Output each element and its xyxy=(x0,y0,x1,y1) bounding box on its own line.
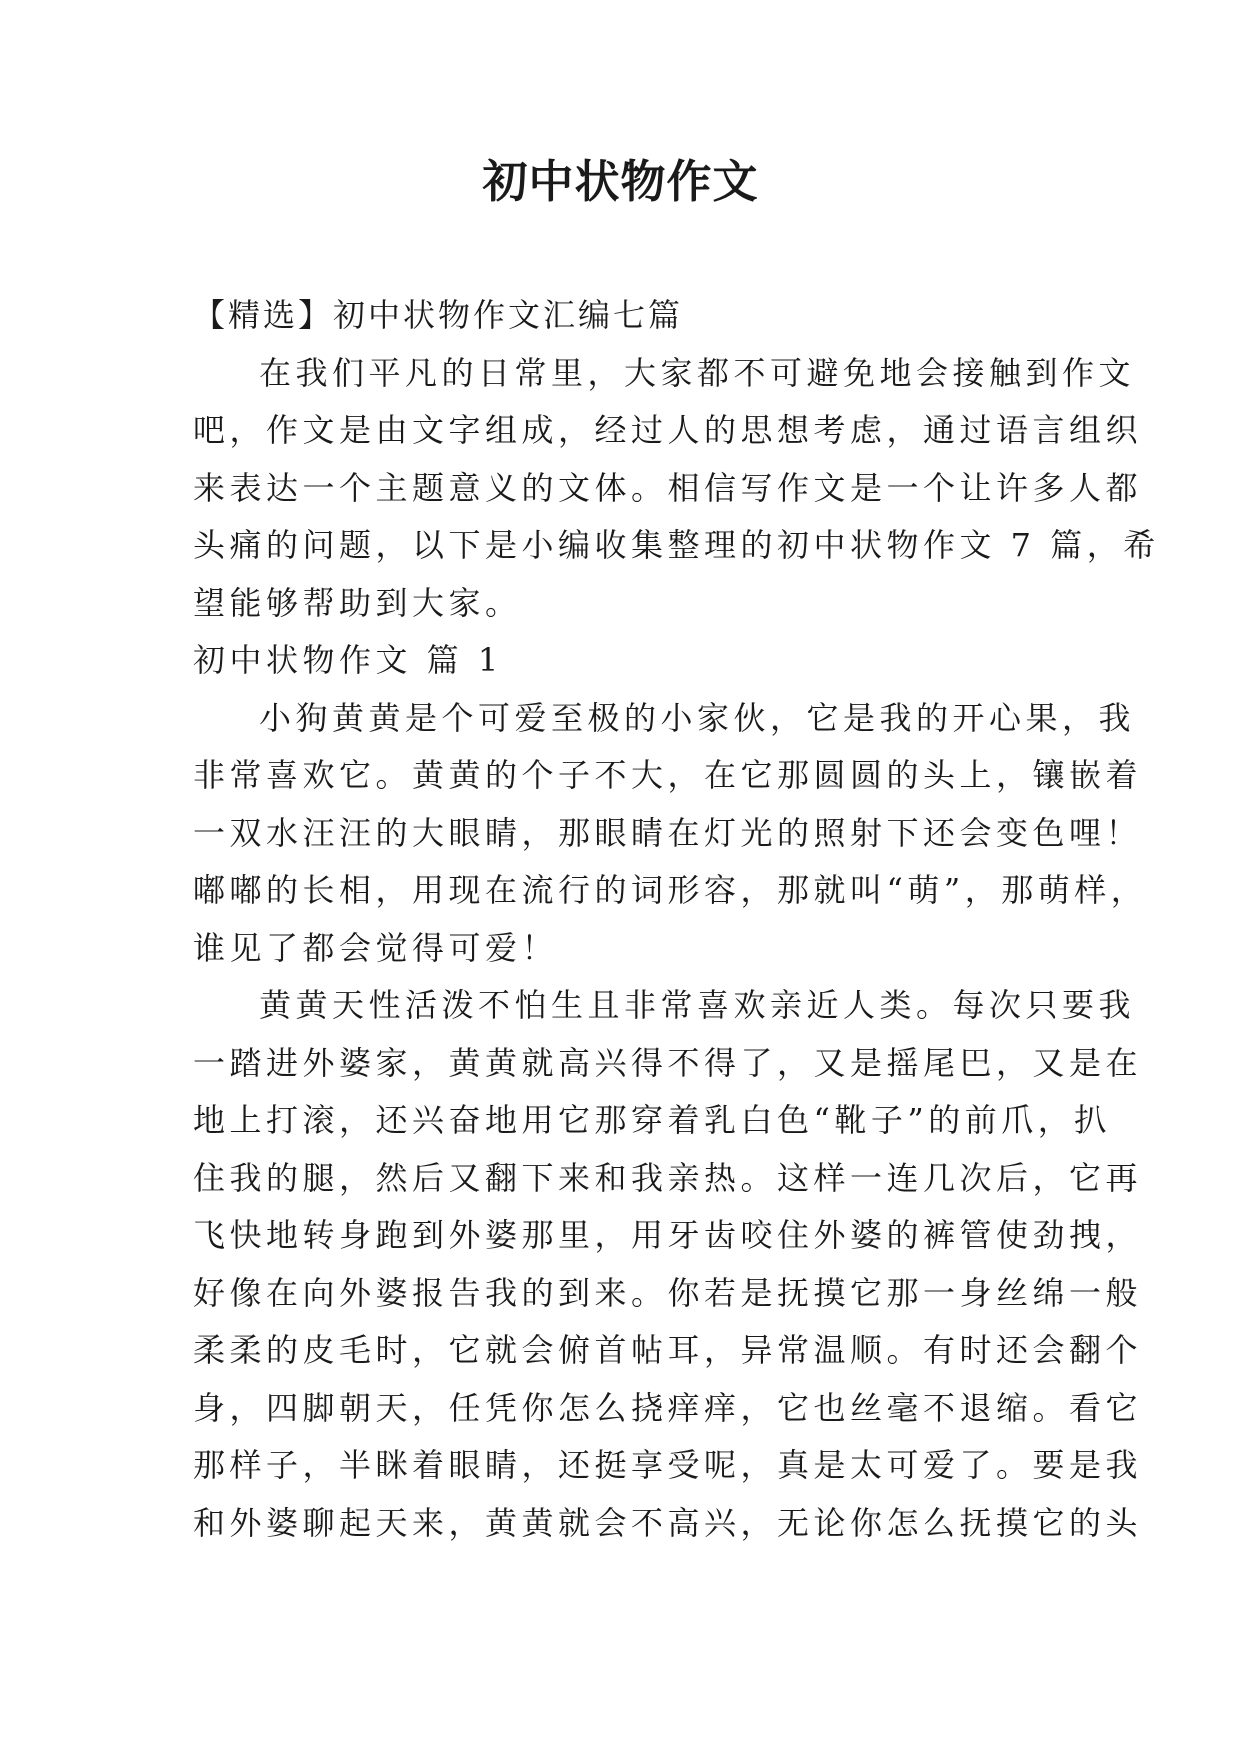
text-line: 小狗黄黄是个可爱至极的小家伙，它是我的开心果，我 xyxy=(259,698,1136,737)
document-body xyxy=(193,287,1160,1552)
text-line: 在我们平凡的日常里，大家都不可避免地会接触到作文 xyxy=(259,353,1136,392)
text-line: 身，四脚朝天，任凭你怎么挠痒痒，它也丝毫不退缩。看它 xyxy=(193,1388,1143,1427)
essay-paragraph-1 xyxy=(193,690,1148,978)
text-line: 好像在向外婆报告我的到来。你若是抚摸它那一身丝绵一般 xyxy=(193,1273,1143,1312)
text-line: 和外婆聊起天来，黄黄就会不高兴，无论你怎么抚摸它的头 xyxy=(193,1503,1143,1542)
text-line: 柔柔的皮毛时，它就会俯首帖耳，异常温顺。有时还会翻个 xyxy=(193,1331,1143,1369)
text-line: 谁见了都会觉得可爱！ xyxy=(193,928,559,967)
intro-paragraph xyxy=(193,345,1160,633)
document-title: 初中状物作文 xyxy=(482,155,759,208)
essay-paragraph-2 xyxy=(193,977,1143,1552)
document-subtitle: 【精选】初中状物作文汇编七篇 xyxy=(193,296,684,334)
text-line: 吧，作文是由文字组成，经过人的思想考虑，通过语言组织 xyxy=(193,411,1143,449)
text-line: 一双水汪汪的大眼睛，那眼睛在灯光的照射下还会变色哩！ xyxy=(193,813,1143,852)
text-line: 住我的腿，然后又翻下来和我亲热。这样一连几次后，它再 xyxy=(193,1158,1143,1197)
text-line: 那样子，半眯着眼睛，还挺享受呢，真是太可爱了。要是我 xyxy=(193,1446,1143,1484)
text-line: 黄黄天性活泼不怕生且非常喜欢亲近人类。每次只要我 xyxy=(259,986,1136,1024)
text-line: 飞快地转身跑到外婆那里，用牙齿咬住外婆的裤管使劲拽， xyxy=(193,1216,1143,1254)
text-line: 地上打滚，还兴奋地用它那穿着乳白色“靴子”的前爪，扒 xyxy=(193,1101,1111,1139)
text-line: 来表达一个主题意义的文体。相信写作文是一个让许多人都 xyxy=(193,468,1143,507)
text-line: 一踏进外婆家，黄黄就高兴得不得了，又是摇尾巴，又是在 xyxy=(193,1043,1143,1082)
text-line: 头痛的问题，以下是小编收集整理的初中状物作文 7 篇，希 xyxy=(193,526,1160,564)
text-line: 非常喜欢它。黄黄的个子不大，在它那圆圆的头上，镶嵌着 xyxy=(193,756,1143,794)
section-heading: 初中状物作文 篇 1 xyxy=(193,641,503,679)
text-line: 嘟嘟的长相，用现在流行的词形容，那就叫“萌”，那萌样， xyxy=(193,871,1148,909)
text-line: 望能够帮助到大家。 xyxy=(193,583,522,622)
